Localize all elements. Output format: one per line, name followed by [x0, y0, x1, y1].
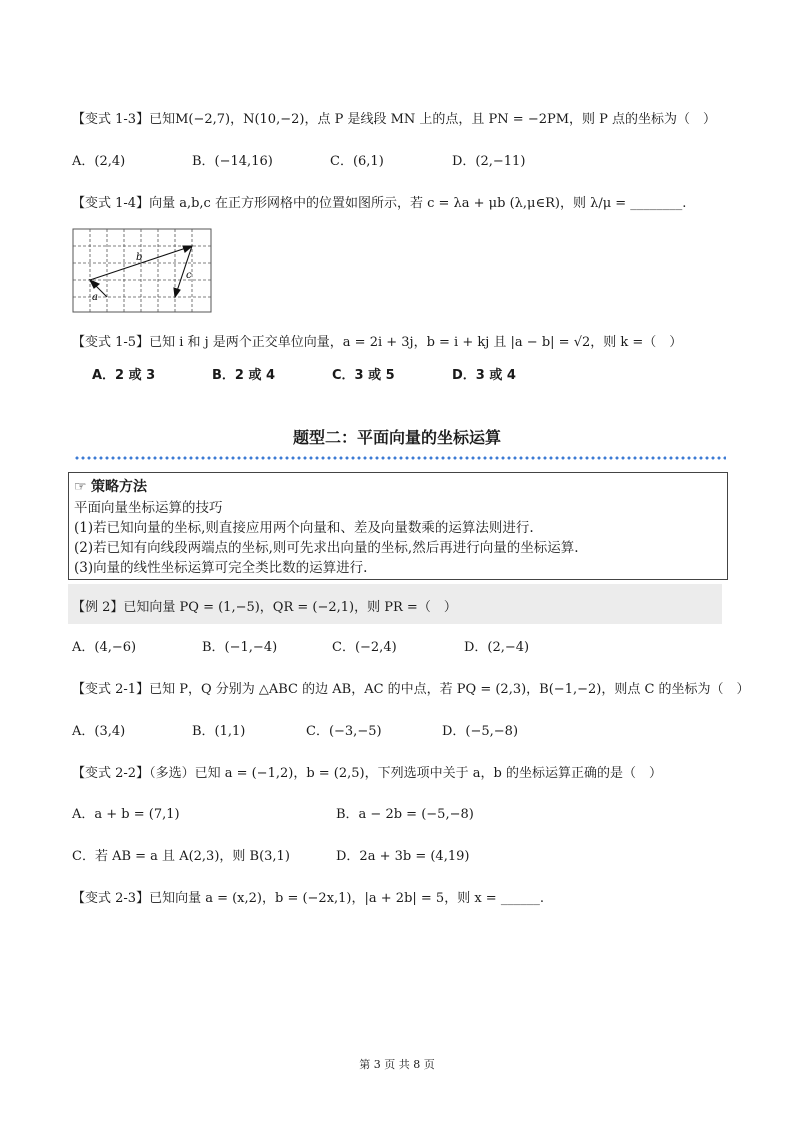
option-d: D．2a + 3b = (4,19)	[336, 849, 470, 864]
option-d: D．(2,−4)	[464, 640, 530, 655]
option-b: B．2 或 4	[212, 368, 276, 383]
page-footer: 第 3 页 共 8 页	[359, 1058, 435, 1071]
strategy-line: 平面向量坐标运算的技巧	[74, 500, 223, 516]
option-d: D．3 或 4	[452, 368, 516, 383]
option-a: A．(4,−6)	[72, 640, 137, 655]
question-2-2-stem: 【变式 2-2】（多选）已知 a = (−1,2)，b = (2,5)，下列选项中关于 a，b 的坐标运算正确的是（ ）	[72, 766, 662, 781]
question-2-1-stem: 【变式 2-1】已知 P，Q 分别为 △ABC 的边 AB，AC 的中点，若 PQ = (2,3)，B(−1,−2)，则点 C 的坐标为（ ）	[72, 682, 750, 697]
option-c: C．(−3,−5)	[306, 724, 382, 739]
option-a: A．(3,4)	[72, 724, 126, 739]
vector-c-label: c	[186, 270, 192, 281]
option-b: B．(−14,16)	[192, 154, 273, 169]
option-c: C．若 AB = a 且 A(2,3)，则 B(3,1)	[72, 849, 290, 864]
strategy-line: (3)向量的线性坐标运算可完全类比数的运算进行.	[74, 560, 368, 576]
option-c: C．(−2,4)	[332, 640, 397, 655]
section-title: 题型二：平面向量的坐标运算	[292, 428, 501, 447]
vector-a-label: a	[92, 292, 98, 303]
question-2-3-stem: 【变式 2-3】已知向量 a = (x,2)，b = (−2x,1)，|a + 2b| = 5，则 x = ______.	[72, 891, 544, 906]
strategy-heading-row	[74, 476, 147, 496]
pointing-hand-icon: ☞	[74, 479, 87, 495]
strategy-line: (1)若已知向量的坐标,则直接应用两个向量和、差及向量数乘的运算法则进行.	[74, 520, 534, 536]
strategy-heading: 策略方法	[91, 479, 148, 495]
option-a: A．(2,4)	[72, 154, 126, 169]
option-b: B．(−1,−4)	[202, 640, 278, 655]
strategy-line: (2)若已知有向线段两端点的坐标,则可先求出向量的坐标,然后再进行向量的坐标运算.	[74, 540, 579, 556]
question-1-3-stem: 【变式 1-3】已知M(−2,7)，N(10,−2)，点 P 是线段 MN 上的点，且 PN = −2PM，则 P 点的坐标为（ ）	[72, 112, 717, 127]
option-d: D．(−5,−8)	[442, 724, 519, 739]
option-b: B．(1,1)	[192, 724, 246, 739]
strategy-lines	[74, 498, 579, 578]
question-1-5-stem: 【变式 1-5】已知 i 和 j 是两个正交单位向量，a = 2i + 3j，b = i + kj 且 |a − b| = √2，则 k =（ ）	[72, 335, 683, 350]
vector-grid-figure	[72, 228, 214, 314]
option-c: C．3 或 5	[332, 368, 395, 383]
vector-b-label: b	[136, 252, 143, 263]
dotted-divider	[74, 455, 726, 461]
question-1-4-stem: 【变式 1-4】向量 a,b,c 在正方形网格中的位置如图所示，若 c = λa + μb (λ,μ∈R)，则 λ/μ = ________.	[72, 196, 687, 211]
example-2-stem: 【例 2】已知向量 PQ = (1,−5)，QR = (−2,1)，则 PR =（ ）	[72, 600, 457, 615]
option-a: A．2 或 3	[92, 368, 156, 383]
option-b: B．a − 2b = (−5,−8)	[336, 807, 474, 822]
option-a: A．a + b = (7,1)	[72, 807, 180, 822]
option-c: C．(6,1)	[330, 154, 384, 169]
option-d: D．(2,−11)	[452, 154, 526, 169]
